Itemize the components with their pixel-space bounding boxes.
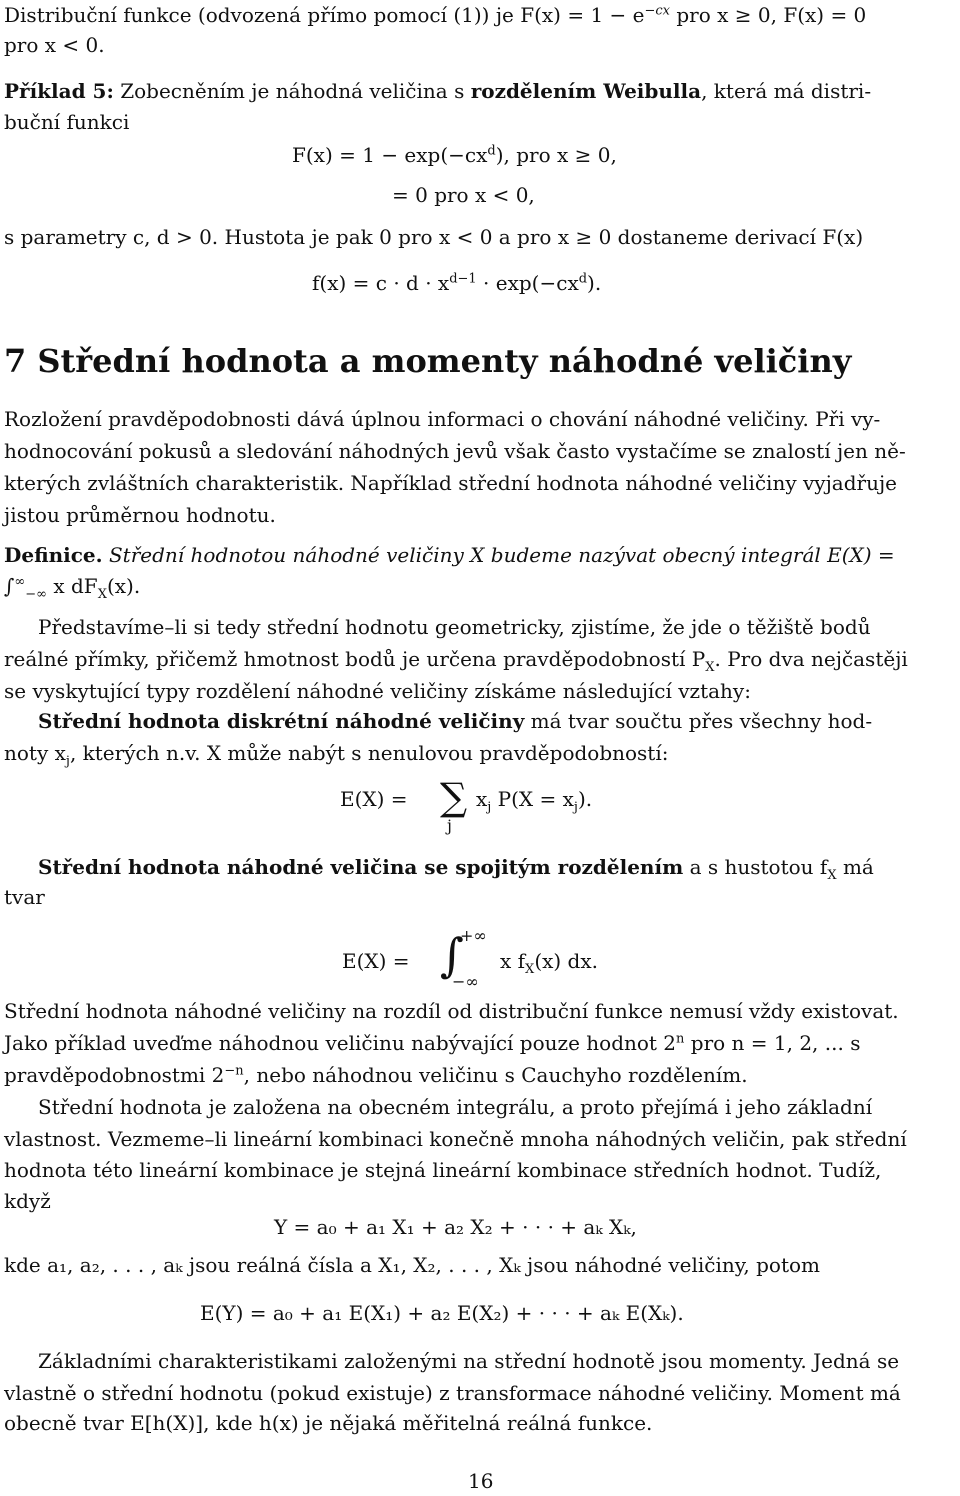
sum-symbol: ∑ <box>440 775 468 819</box>
paragraph-line: Rozložení pravděpodobnosti dává úplnou informaci o chování náhodné veličiny. Při vy- <box>4 407 881 431</box>
text-line: s parametry c, d > 0. Hustota je pak 0 pro x < 0 a pro x ≥ 0 dostaneme derivací F(x) <box>4 225 864 249</box>
text-line: pro x < 0. <box>4 33 105 57</box>
continuous-mean-heading: Střední hodnota náhodné veličina se spojitým rozdělením a s hustotou $f_X$ má <box>38 855 874 883</box>
paragraph-line: se vyskytující typy rozdělení náhodné veličiny získáme následující vztahy: <box>4 679 751 703</box>
example-heading: Příklad 5: Zobecněním je náhodná veličina s rozdělením Weibulla, která má distri- <box>4 79 872 103</box>
paragraph-line: hodnota této lineární kombinace je stejná lineární kombinace středních hodnot. Tudíž, <box>4 1158 882 1182</box>
text-line: Distribuční funkce (odvozená přímo pomocí (1)) je $F(x) = 1 - e^{-cx}$ pro x ≥ 0, F(x) = 0 <box>4 3 867 27</box>
paragraph-line: reálné přímky, přičemž hmotnost bodů je určena pravděpodobností $P_X$. Pro dva nejčastěji <box>4 647 908 675</box>
paragraph-line: kterých zvláštních charakteristik. Například střední hodnota náhodné veličiny vyjadřuje <box>4 471 897 495</box>
paragraph-line: jistou průměrnou hodnotu. <box>4 503 276 527</box>
paragraph-line: kde a₁, a₂, . . . , aₖ jsou reálná čísla a X₁, X₂, . . . , Xₖ jsou náhodné veličiny, potom <box>4 1253 820 1277</box>
paragraph-line: Představíme–li si tedy střední hodnotu geometricky, zjistíme, že jde o těžiště bodů <box>38 615 871 639</box>
discrete-mean-equation-right: $x_j$ $P(X = x_j)$. <box>476 787 593 815</box>
text-line: buční funkci <box>4 110 130 134</box>
paragraph-line: noty $x_j$, kterých n.v. X může nabýt s nenulovou pravděpodobností: <box>4 741 669 769</box>
sum-index: j <box>447 816 452 835</box>
paragraph-line: Jako příklad uveďme náhodnou veličinu nabývající pouze hodnot 2$^n$ pro n = 1, 2, ... s <box>4 1031 861 1055</box>
paragraph-line: tvar <box>4 885 45 909</box>
integral-lower-limit: −∞ <box>452 972 479 991</box>
weibull-cdf-equation-case2: = 0 pro x < 0, <box>392 183 535 207</box>
integral-symbol: ∫ <box>440 928 464 982</box>
paragraph-line: Střední hodnota náhodné veličiny na rozdíl od distribuční funkce nemusí vždy existovat. <box>4 999 899 1023</box>
paragraph-line: Základními charakteristikami založenými na střední hodnotě jsou momenty. Jedná se <box>38 1349 900 1373</box>
continuous-mean-equation-right: x $f_X(x)$ dx. <box>500 949 598 977</box>
discrete-mean-heading: Střední hodnota diskrétní náhodné veličiny má tvar součtu přes všechny hod- <box>38 709 873 733</box>
linear-combination-equation: Y = a₀ + a₁ X₁ + a₂ X₂ + · · · + aₖ Xₖ, <box>274 1215 637 1239</box>
discrete-mean-equation-left: E(X) = <box>340 787 408 811</box>
definition: Definice. Střední hodnotou náhodné veličiny X budeme nazývat obecný integrál E(X) = <box>4 543 895 567</box>
paragraph-line: hodnocování pokusů a sledování náhodných jevů však často vystačíme se znalostí jen ně- <box>4 439 906 463</box>
paragraph-line: Střední hodnota je založena na obecném integrálu, a proto přejímá i jeho základní <box>38 1095 873 1119</box>
paragraph-line: když <box>4 1189 51 1213</box>
paragraph-line: pravděpodobnostmi $2^{-n}$, nebo náhodnou veličinu s Cauchyho rozdělením. <box>4 1063 748 1087</box>
expectation-linearity-equation: E(Y) = a₀ + a₁ E(X₁) + a₂ E(X₂) + · · · + aₖ E(Xₖ). <box>200 1301 684 1325</box>
continuous-mean-equation-left: E(X) = <box>342 949 410 973</box>
paragraph-line: vlastnost. Vezmeme–li lineární kombinaci konečně mnoha náhodných veličin, pak střední <box>4 1127 907 1151</box>
integral-upper-limit: +∞ <box>460 926 487 945</box>
paragraph-line: vlastně o střední hodnotu (pokud existuje) z transformace náhodné veličiny. Moment má <box>4 1381 901 1405</box>
weibull-cdf-equation: $F(x) = 1 - \exp(-cx^d)$, pro x ≥ 0, <box>292 143 617 167</box>
definition-integral: $\int^\infty_{-\infty}$ x $dF_X(x)$. <box>4 574 141 602</box>
weibull-density-equation: $f(x) = c \cdot d \cdot x^{d-1} \cdot \exp(-cx^d)$. <box>312 271 602 295</box>
paragraph-line: obecně tvar E[h(X)], kde h(x) je nějaká měřitelná reálná funkce. <box>4 1411 653 1435</box>
section-title: 7 Střední hodnota a momenty náhodné veličiny <box>4 342 852 380</box>
page-number: 16 <box>468 1469 494 1493</box>
